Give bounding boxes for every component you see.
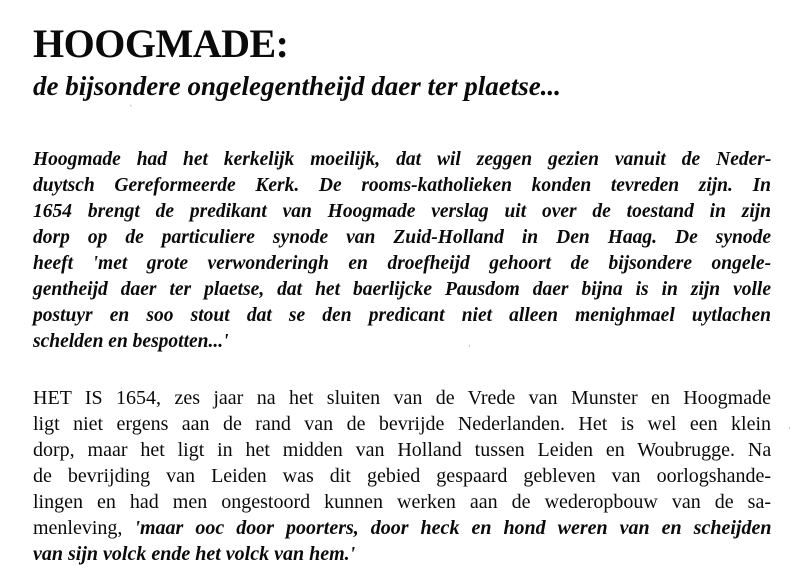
body-line: dorp, maar het ligt in het midden van Holland tussen Leiden en Woubrugge. Na — [33, 439, 772, 461]
intro-line: dorp op de particuliere synode van Zuid-Holland in Den Haag. De synode — [33, 227, 771, 248]
body-line: ligt niet ergens aan de rand van de bevrijde Nederlanden. Het is wel een klein — [33, 413, 771, 435]
intro-line: schelden en bespotten...' — [33, 331, 229, 352]
quote-span: 'maar ooc door poorters, door heck en hond weren van en scheijden — [134, 517, 772, 539]
intro-line: heeft 'met grote verwonderingh en droefheijd gehoort de bijsondere ongele- — [33, 253, 772, 274]
intro-line: postuyr en soo stout dat se den predicant niet alleen menighmael uytlachen — [33, 305, 771, 326]
body-line: HET IS 1654, zes jaar na het sluiten van de Vrede van Munster en Hoogmade — [33, 387, 771, 409]
intro-line: Hoogmade had het kerkelijk moeilijk, dat wil zeggen gezien vanuit de Neder- — [33, 149, 772, 170]
scan-speck: · — [788, 424, 791, 434]
body-line: de bevrijding van Leiden was dit gebied gespaard gebleven van oorlogshande- — [33, 465, 771, 487]
body-line — [33, 542, 771, 566]
scan-speck: ` — [129, 105, 134, 115]
quote-span: van sijn volck ende het volck van hem.' — [33, 543, 356, 565]
body-line: lingen en had men ongestoord kunnen werken aan de wederopbouw van de sa- — [33, 491, 771, 513]
page-title: HOOGMADE: — [33, 21, 289, 66]
intro-line: duytsch Gereformeerde Kerk. De rooms-katholieken konden tevreden zijn. In — [33, 175, 771, 196]
intro-line: gentheijd daer ter plaetse, dat het baerlijcke Pausdom daer bijna is in zijn volle — [33, 279, 771, 300]
body-text-span: menleving, — [33, 517, 135, 539]
body-line — [33, 516, 771, 540]
intro-line: 1654 brengt de predikant van Hoogmade verslag uit over de toestand in zijn — [33, 201, 771, 222]
page-subtitle: de bijsondere ongelegentheijd daer ter plaetse... — [33, 71, 561, 101]
scan-speck: · — [468, 342, 471, 352]
